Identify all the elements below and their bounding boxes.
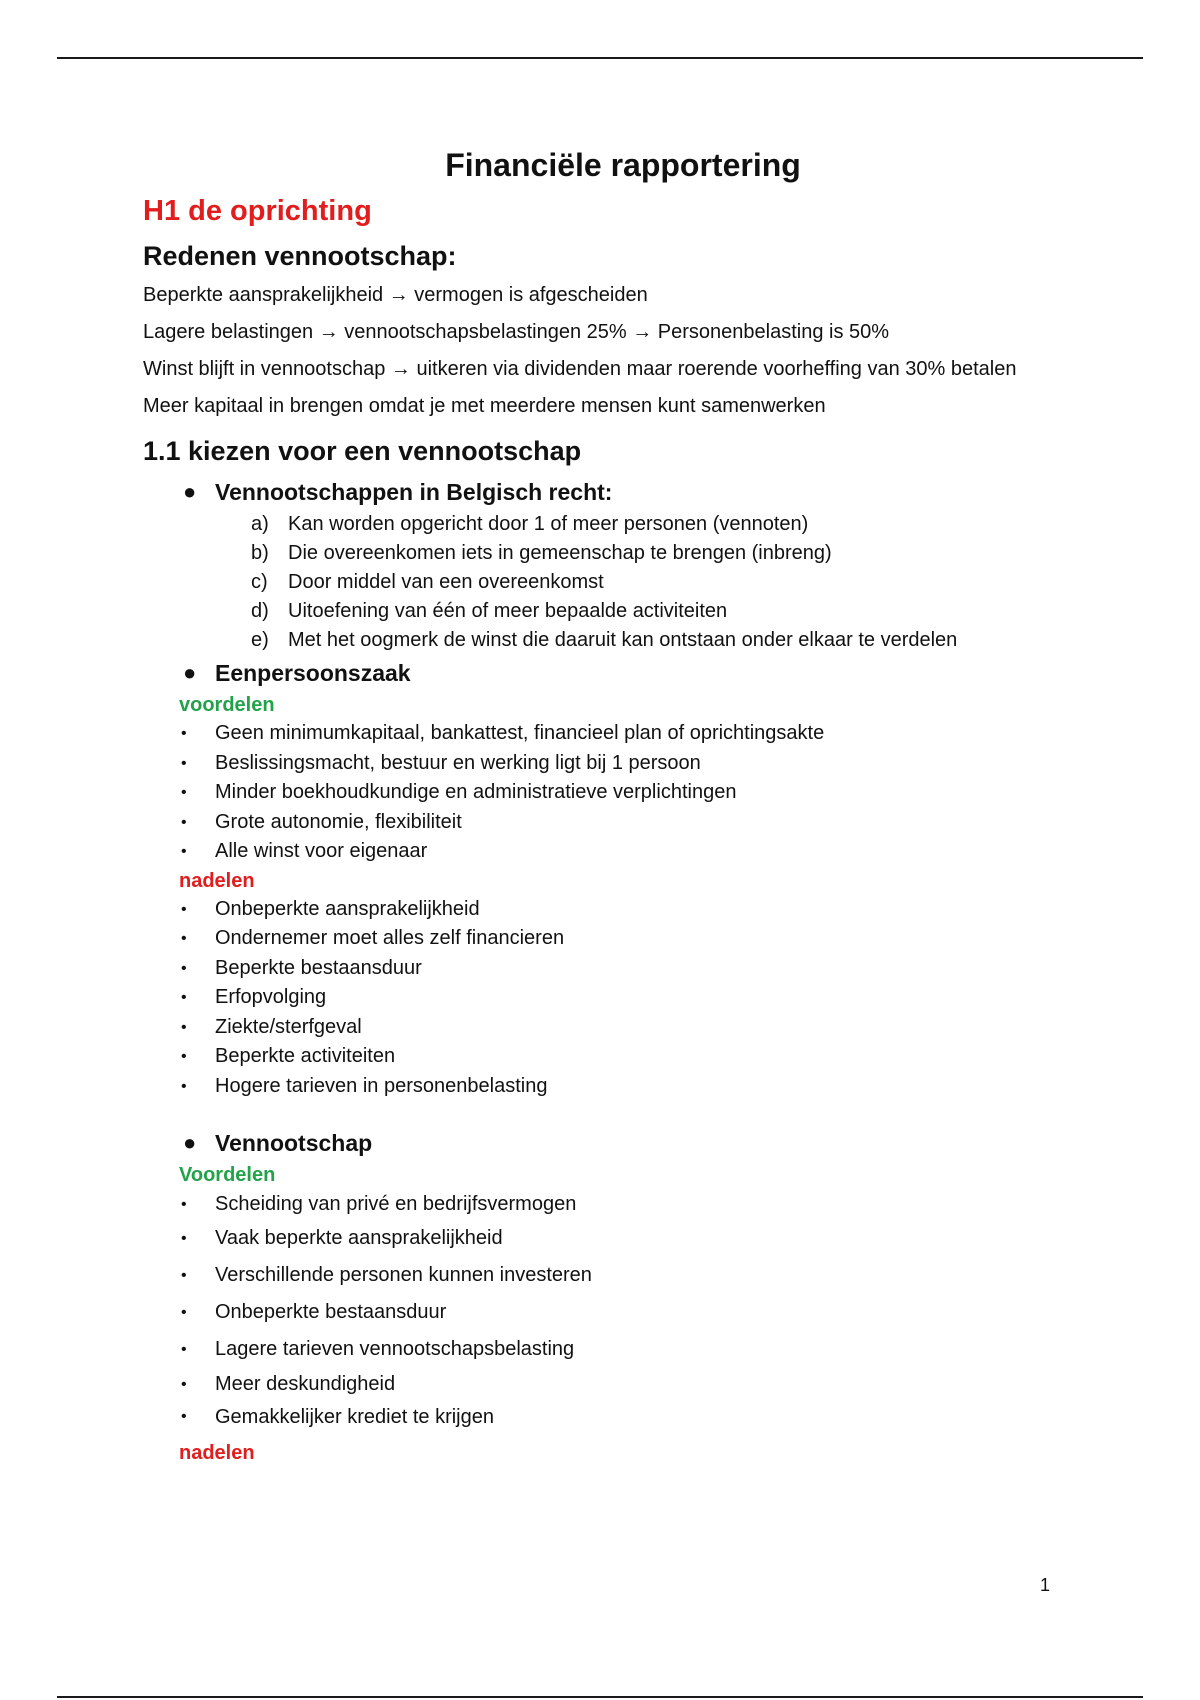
- subsection-heading: Eenpersoonszaak: [215, 660, 411, 686]
- bullet-icon: •: [181, 989, 187, 1006]
- list-item: [143, 954, 1063, 984]
- bullet-icon: •: [181, 900, 187, 918]
- bullet-icon: •: [181, 1077, 187, 1095]
- bullet-icon: •: [181, 930, 187, 947]
- list-item: [143, 1257, 1063, 1294]
- list-item-text: Alle winst voor eigenaar: [215, 840, 428, 862]
- list-item: [143, 568, 1063, 597]
- list-item-text: Hogere tarieven in personenbelasting: [215, 1074, 548, 1097]
- vennootschap-pros-list: [143, 1189, 1063, 1433]
- subsection-eenpersoonszaak: [143, 655, 1063, 691]
- document-page: [143, 140, 1063, 1467]
- list-item: [143, 1368, 1063, 1401]
- eenpersoonszaak-pros-list: [143, 719, 1063, 867]
- bullet-icon: •: [181, 843, 187, 860]
- list-item-text: Uitoefening van één of meer bepaalde activiteiten: [288, 600, 728, 622]
- list-item-text: Ondernemer moet alles zelf financieren: [215, 927, 565, 949]
- list-item-text: Beperkte bestaansduur: [215, 956, 422, 979]
- list-item-text: Ziekte/sterfgeval: [215, 1015, 362, 1038]
- bullet-icon: •: [181, 1341, 187, 1358]
- chapter-heading: H1 de oprichting: [143, 195, 372, 227]
- list-item-text: Verschillende personen kunnen investeren: [215, 1264, 592, 1286]
- bullet-icon: •: [181, 1304, 187, 1321]
- list-item: [143, 1220, 1063, 1257]
- list-item: [143, 983, 1063, 1013]
- list-item: [143, 749, 1063, 779]
- list-item-text: Die overeenkomen iets in gemeenschap te brengen (inbreng): [288, 542, 832, 564]
- list-item-text: Grote autonomie, flexibiliteit: [215, 810, 462, 833]
- list-item: [143, 1401, 1063, 1433]
- list-item: [143, 539, 1063, 568]
- bullet-icon: •: [181, 813, 187, 831]
- list-item-text: Onbeperkte aansprakelijkheid: [215, 897, 480, 920]
- list-item: [143, 1294, 1063, 1331]
- list-marker: b): [251, 542, 269, 564]
- subsection-heading: Vennootschap: [215, 1130, 373, 1156]
- list-item: [143, 1189, 1063, 1220]
- reason-paragraph: Meer kapitaal in brengen omdat je met meerdere mensen kunt samenwerken: [143, 395, 826, 417]
- subsection-belgian-law: [143, 474, 1063, 510]
- list-marker: a): [251, 513, 269, 535]
- cons-label: nadelen: [179, 869, 255, 892]
- footer-rule: [57, 1696, 1143, 1698]
- list-marker: e): [251, 629, 269, 651]
- list-item-text: Met het oogmerk de winst die daaruit kan ontstaan onder elkaar te verdelen: [288, 629, 958, 651]
- bullet-icon: •: [181, 1196, 187, 1213]
- section-heading: 1.1 kiezen voor een vennootschap: [143, 436, 582, 466]
- list-item: [143, 719, 1063, 749]
- list-item: [143, 924, 1063, 954]
- pros-label: voordelen: [179, 694, 275, 716]
- bullet-icon: •: [181, 1408, 187, 1425]
- list-item: [143, 778, 1063, 808]
- list-item-text: Gemakkelijker krediet te krijgen: [215, 1406, 494, 1428]
- bullet-icon: •: [181, 1376, 187, 1393]
- list-item: [143, 895, 1063, 925]
- reasons-heading: Redenen vennootschap:: [143, 241, 457, 271]
- bullet-icon: •: [181, 1018, 187, 1036]
- list-item-text: Onbeperkte bestaansduur: [215, 1301, 447, 1323]
- list-marker: c): [251, 571, 268, 593]
- list-item: [143, 1013, 1063, 1043]
- belgian-law-list: [143, 510, 1063, 655]
- reason-paragraph: Lagere belastingen → vennootschapsbelastingen 25% → Personenbelasting is 50%: [143, 321, 890, 343]
- list-item-text: Lagere tarieven vennootschapsbelasting: [215, 1338, 575, 1360]
- page-number: 1: [1040, 1575, 1051, 1595]
- bullet-icon: •: [181, 725, 187, 742]
- bullet-icon: •: [181, 1048, 187, 1065]
- list-item-text: Erfopvolging: [215, 986, 327, 1008]
- list-item-text: Door middel van een overeenkomst: [288, 571, 604, 593]
- list-item: [143, 1042, 1063, 1072]
- header-rule: [57, 57, 1143, 59]
- list-item: [143, 597, 1063, 626]
- list-item: [143, 1331, 1063, 1368]
- list-marker: d): [251, 600, 269, 622]
- subsection-vennootschap: [143, 1125, 1063, 1161]
- list-item: [143, 626, 1063, 655]
- document-title: Financiële rapportering: [445, 147, 801, 183]
- list-item-text: Vaak beperkte aansprakelijkheid: [215, 1227, 503, 1249]
- bullet-icon: •: [181, 784, 187, 801]
- list-item-text: Beperkte activiteiten: [215, 1045, 396, 1067]
- eenpersoonszaak-cons-list: [143, 895, 1063, 1102]
- list-item-text: Beslissingsmacht, bestuur en werking ligt bij 1 persoon: [215, 751, 701, 774]
- bullet-icon: ●: [183, 660, 197, 685]
- bullet-icon: ●: [183, 1130, 197, 1155]
- cons-label: nadelen: [179, 1442, 255, 1464]
- reason-paragraph: Winst blijft in vennootschap → uitkeren via dividenden maar roerende voorheffing van 30% betalen: [143, 358, 1017, 380]
- list-item-text: Scheiding van privé en bedrijfsvermogen: [215, 1193, 577, 1215]
- bullet-icon: •: [181, 754, 187, 772]
- list-item-text: Minder boekhoudkundige en administratieve verplichtingen: [215, 781, 737, 803]
- subsection-heading: Vennootschappen in Belgisch recht:: [215, 479, 613, 505]
- list-item: [143, 808, 1063, 838]
- bullet-icon: •: [181, 1230, 187, 1247]
- list-item: [143, 1072, 1063, 1102]
- list-item: [143, 837, 1063, 867]
- list-item-text: Meer deskundigheid: [215, 1373, 396, 1395]
- reason-paragraph: Beperkte aansprakelijkheid → vermogen is afgescheiden: [143, 284, 648, 306]
- bullet-icon: •: [181, 1267, 187, 1284]
- list-item: [143, 510, 1063, 539]
- spacer: [143, 1101, 1063, 1125]
- pros-label: Voordelen: [179, 1164, 276, 1186]
- list-item-text: Geen minimumkapitaal, bankattest, financieel plan of oprichtingsakte: [215, 722, 825, 744]
- bullet-icon: •: [181, 959, 187, 977]
- list-item-text: Kan worden opgericht door 1 of meer personen (vennoten): [288, 513, 809, 535]
- bullet-icon: ●: [183, 479, 197, 504]
